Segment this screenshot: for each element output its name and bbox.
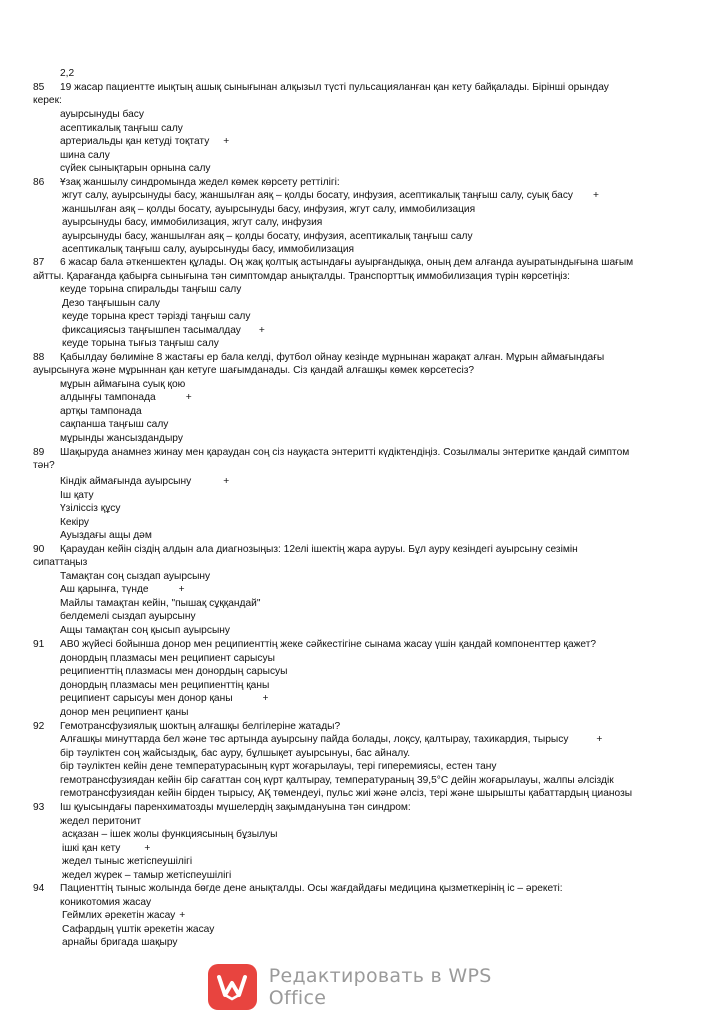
correct-mark: + — [223, 136, 230, 147]
answer-option-correct: фиксациясыз таңғышпен тасымалдау + — [62, 325, 265, 336]
question-text: Ұзақ жаншылу синдромында жедел көмек көрсету реттілігі: — [60, 177, 340, 188]
wps-w-glyph — [217, 973, 247, 1001]
question-text-continued: тән? — [33, 460, 55, 471]
question-text: Шақыруда анамнез жинау мен қараудан соң сіз науқаста энтеритті күдіктендіңіз. Созылмалы энтеритке қандай симптом — [60, 447, 630, 458]
answer-option: реципиенттің плазмасы мен донордың сарысуы — [60, 666, 288, 677]
answer-option: ауырсынуды басу, иммобилизация, жгут салу, инфузия — [62, 217, 323, 228]
question-number: 87 — [33, 257, 45, 268]
answer-option: Тамақтан соң сыздап ауырсыну — [60, 571, 211, 582]
answer-option: кеуде торына спиральды таңғыш салу — [60, 284, 242, 295]
question-text: Қабылдау бөлиміне 8 жастағы ер бала келді, футбол ойнау кезінде мұрнынан жарақат алған. Мұрын аймағындағы — [60, 352, 605, 363]
answer-option-correct: Аш қарынға, түнде + — [60, 584, 185, 595]
question-text: 19 жасар пациентте иықтың ашық сынығынан алқызыл түсті пульсацияланған қан кету байқалады. Бірінші орындау — [60, 82, 609, 93]
answer-option: жедел тыныс жетіспеушілігі — [62, 856, 193, 867]
answer-option: асептикалық таңғыш салу, ауырсынуды басу, иммобилизация — [62, 244, 355, 255]
question-text-continued: айтты. Қарағанда қабырға сынығына тән симптомдар анықталды. Транспорттық иммобилизация түрін көрсетіңіз: — [33, 271, 570, 282]
answer-option-correct: Кіндік аймағында ауырсыну + — [60, 476, 230, 487]
answer-option: мұрынды жансыздандыру — [60, 433, 183, 444]
answer-option: Іш қату — [60, 490, 94, 501]
answer-option-correct: алдыңғы тампонада + — [60, 392, 192, 403]
question-number: 86 — [33, 177, 45, 188]
answer-option: донор мен реципиент қаны — [60, 707, 189, 718]
answer-option: асептикалық таңғыш салу — [60, 123, 183, 134]
answer-option: Ауыздағы ащы дәм — [60, 530, 152, 541]
correct-mark: + — [185, 392, 192, 403]
correct-mark: + — [144, 843, 151, 854]
answer-option: гемотрансфузиядан кейін бір сағаттан соң күрт қалтырау, температураның 39,5°С дейін жоғарылауы, жалпы әлсіздік — [60, 775, 614, 786]
answer-option-correct: артериальды қан кетуді тоқтату + — [60, 136, 230, 147]
question-number: 91 — [33, 639, 45, 650]
question-number: 88 — [33, 352, 45, 363]
answer-option: ауырсынуды басу, жаншылған аяқ – қолды босату, инфузия, асептикалық таңғыш салу — [62, 231, 473, 242]
answer-option: Ащы тамақтан соң қысып ауырсыну — [60, 625, 230, 636]
question-text: Гемотрансфузиялық шоктың алғашқы белгілеріне жатады? — [60, 721, 341, 732]
answer-option: жаншылған аяқ – қолды босату, ауырсынуды басу, инфузия, жгут салу, иммобилизация — [62, 204, 476, 215]
correct-mark: + — [223, 476, 230, 487]
answer-option: арнайы бригада шақыру — [62, 937, 178, 948]
correct-mark: + — [593, 190, 599, 201]
question-text: Қараудан кейін сіздің алдын ала диагнозыңыз: 12елі ішектің жара ауруы. Бұл ауру кезіндегі ауырсыну сезімін — [60, 544, 578, 555]
answer-option: донордың плазмасы мен реципиент сарысуы — [60, 653, 275, 664]
top-value: 2,2 — [60, 68, 75, 79]
answer-option: Майлы тамақтан кейін, "пышақ сұққандай" — [60, 598, 261, 609]
question-number: 85 — [33, 82, 45, 93]
correct-mark: + — [178, 584, 185, 595]
wps-logo-icon — [208, 964, 257, 1010]
answer-option-correct: Алғашқы минуттарда бел және төс артында ауырсыну пайда болады, лоқсу, қалтырау, тахикардия, тырысу + — [60, 734, 603, 745]
answer-option: Сафардың үштік әрекетін жасау — [62, 924, 215, 935]
correct-mark: + — [596, 734, 603, 745]
wps-edit-banner[interactable] — [208, 962, 548, 1012]
question-number: 90 — [33, 544, 45, 555]
answer-option: жедел жүрек – тамыр жетіспеушілігі — [62, 870, 232, 881]
answer-option: жедел перитонит — [60, 816, 142, 827]
answer-option-correct: Геймлих әрекетін жасау + — [62, 910, 186, 921]
question-text-continued: керек: — [33, 95, 62, 106]
wps-edit-link[interactable]: Редактировать в WPS Office — [268, 965, 492, 1009]
answer-option: коникотомия жасау — [60, 897, 152, 908]
answer-option: Үзіліссіз құсу — [60, 503, 121, 514]
answer-option: бір тәуліктен соң жайсыздық, бас ауру, бұлшықет ауырсынуы, бас айналу. — [60, 748, 411, 759]
answer-option-correct: реципиент сарысуы мен донор қаны + — [60, 693, 269, 704]
correct-mark: + — [262, 693, 269, 704]
question-number: 92 — [33, 721, 45, 732]
answer-option: кеуде торына тығыз таңғыш салу — [62, 338, 219, 349]
correct-mark: + — [179, 910, 186, 921]
question-text: Пациенттің тыныс жолында бөгде дене анықталды. Осы жағдайдағы медицина қызметкерінің іс – әрекеті: — [60, 883, 563, 894]
answer-option: бір тәуліктен кейін дене температурасының күрт жоғарылауы, тері гиперемиясы, естен тану — [60, 761, 497, 772]
answer-option-correct: жгут салу, ауырсынуды басу, жаншылған аяқ – қолды босату, инфузия, асептикалық таңғыш салу, суық басу + — [62, 190, 599, 201]
answer-option: ауырсынуды басу — [60, 109, 144, 120]
answer-option: асқазан – ішек жолы функциясының бұзылуы — [62, 829, 278, 840]
answer-option: сақпанша таңғыш салу — [60, 419, 169, 430]
answer-option: донордың плазмасы мен реципиенттің қаны — [60, 680, 270, 691]
question-text-continued: сипаттаңыз — [33, 557, 88, 568]
question-text: Іш қуысындағы паренхиматозды мүшелердің зақымдануына тән синдром: — [60, 802, 411, 813]
question-number: 93 — [33, 802, 45, 813]
question-number: 89 — [33, 447, 45, 458]
answer-option: сүйек сынықтарын орнына салу — [60, 163, 211, 174]
question-text: АВ0 жүйесі бойынша донор мен реципиенттің жеке сәйкестігіне сынама жасау үшін қандай компоненттер қажет? — [60, 639, 597, 650]
answer-option: гемотрансфузиядан кейін бірден тырысу, АҚ төмендеуі, пульс жиі және әлсіз, тері және шырышты қабаттардың цианозы — [60, 788, 633, 799]
question-number: 94 — [33, 883, 45, 894]
answer-option: мұрын аймағына суық қою — [60, 379, 186, 390]
answer-option: Дезо таңғышын салу — [62, 298, 161, 309]
answer-option: Кекіру — [60, 517, 89, 528]
answer-option: шина салу — [60, 150, 110, 161]
question-text-continued: ауырсынуға және мұрыннан қан кетуге шағымданады. Сіз қандай алғашқы көмек көрсетесіз? — [33, 365, 475, 376]
answer-option-correct: ішкі қан кету + — [62, 843, 151, 854]
answer-option: кеуде торына крест тәрізді таңғыш салу — [62, 311, 251, 322]
answer-option: артқы тампонада — [60, 406, 142, 417]
correct-mark: + — [258, 325, 265, 336]
question-text: 6 жасар бала әткеншектен құлады. Оң жақ қолтық астындағы ауырғандыққа, оның дем алғанда ауыратындығына шағым — [60, 257, 634, 268]
answer-option: белдемелі сыздап ауырсыну — [60, 611, 196, 622]
